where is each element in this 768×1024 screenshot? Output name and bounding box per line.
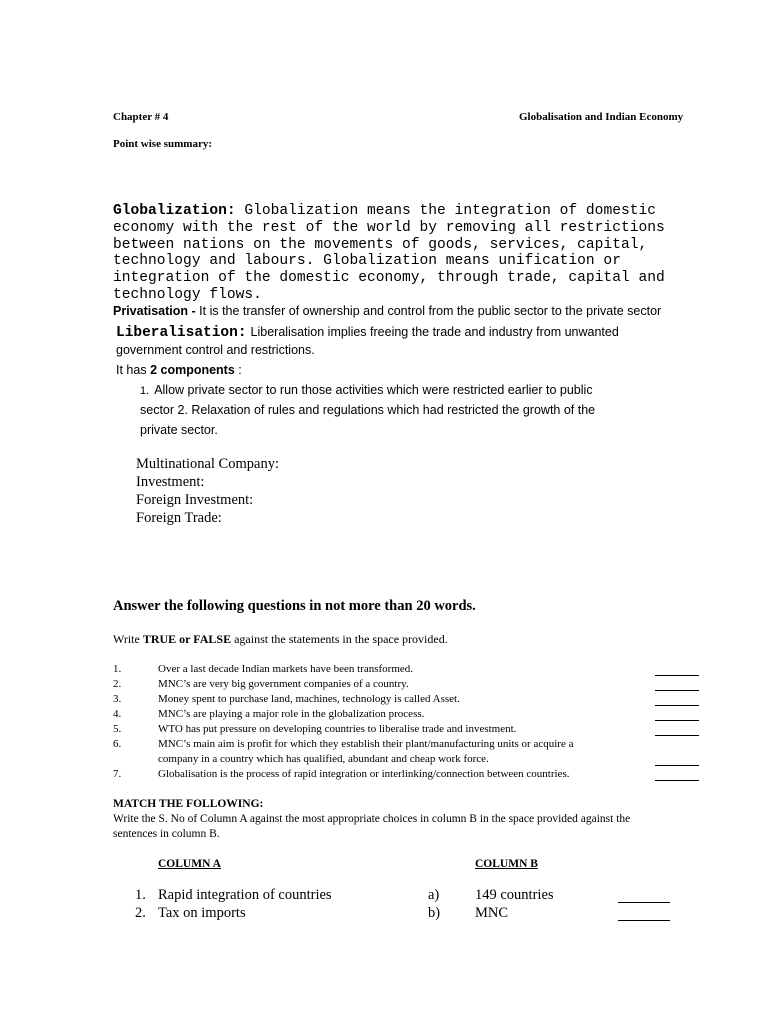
answer-blank[interactable] xyxy=(655,765,699,766)
term-item: Foreign Investment: xyxy=(136,492,254,508)
column-b-letter: a) xyxy=(428,887,440,903)
item-text: Money spent to purchase land, machines, technology is called Asset. xyxy=(158,693,460,705)
list-item xyxy=(113,678,703,693)
globalization-definition: Globalization means the integration of domestic economy with the rest of the world by removing all restrictions between nations on the movements of goods, services, capital, technology and labours. Globalization means unification or integration of the domestic economy, through trade, capital and technology flows. xyxy=(113,203,665,303)
item-number: 3. xyxy=(113,693,122,705)
privatisation-paragraph xyxy=(113,304,661,318)
questions-heading: Answer the following questions in not more than 20 words. xyxy=(113,598,476,614)
components-count: 2 components xyxy=(150,363,235,377)
chapter-title: Globalisation and Indian Economy xyxy=(519,111,684,123)
component-line-1 xyxy=(140,383,593,397)
globalization-term: Globalization: xyxy=(113,203,236,219)
answer-blank[interactable] xyxy=(655,705,699,706)
item-number: 6. xyxy=(113,738,122,750)
match-instruction-line2: sentences in column B. xyxy=(113,828,220,840)
list-item xyxy=(113,738,703,768)
term-item: Foreign Trade: xyxy=(136,510,222,526)
item-text: MNC’s are very big government companies of a country. xyxy=(158,678,409,690)
tf-prefix: Write xyxy=(113,632,140,646)
component-line-2: sector 2. Relaxation of rules and regulations which had restricted the growth of the xyxy=(140,403,596,417)
list-item xyxy=(113,708,703,723)
term-item: Investment: xyxy=(136,474,205,490)
globalization-paragraph xyxy=(113,203,698,304)
answer-blank[interactable] xyxy=(655,690,699,691)
list-item xyxy=(113,768,703,783)
answer-blank[interactable] xyxy=(655,735,699,736)
component-text-1: Allow private sector to run those activities which were restricted earlier to public xyxy=(154,383,593,397)
item-text-continued: company in a country which has qualified, abundant and cheap work force. xyxy=(158,753,489,765)
answer-blank[interactable] xyxy=(655,780,699,781)
privatisation-definition: It is the transfer of ownership and control from the public sector to the private sector xyxy=(199,304,662,318)
tf-suffix: against the statements in the space provided. xyxy=(234,632,448,646)
item-text: MNC’s main aim is profit for which they establish their plant/manufacturing units or acquire a xyxy=(158,738,574,750)
item-text: MNC’s are playing a major role in the globalization process. xyxy=(158,708,425,720)
item-text: Globalisation is the process of rapid integration or interlinking/connection between countries. xyxy=(158,768,570,780)
privatisation-term: Privatisation - xyxy=(113,304,196,318)
column-b-header: COLUMN B xyxy=(475,858,538,870)
liberalisation-definition-line1: Liberalisation implies freeing the trade and industry from unwanted xyxy=(250,325,619,339)
column-b-text: MNC xyxy=(475,905,509,921)
row-number: 2. xyxy=(135,905,146,921)
term-item: Multinational Company: xyxy=(136,456,279,472)
components-intro xyxy=(116,363,242,377)
item-number: 1. xyxy=(113,663,122,675)
liberalisation-definition-line2: government control and restrictions. xyxy=(116,343,315,357)
column-b-letter: b) xyxy=(428,905,441,921)
components-prefix: It has xyxy=(116,363,147,377)
component-number: 1. xyxy=(140,385,150,397)
true-false-list xyxy=(113,663,703,783)
column-a-header: COLUMN A xyxy=(158,858,221,870)
item-text: Over a last decade Indian markets have been transformed. xyxy=(158,663,414,675)
list-item xyxy=(113,693,703,708)
item-number: 7. xyxy=(113,768,122,780)
answer-blank[interactable] xyxy=(618,920,670,921)
row-number: 1. xyxy=(135,887,146,903)
answer-blank[interactable] xyxy=(618,902,670,903)
column-a-text: Rapid integration of countries xyxy=(158,887,332,903)
list-item xyxy=(113,723,703,738)
item-text: WTO has put pressure on developing countries to liberalise trade and investment. xyxy=(158,723,517,735)
liberalisation-term: Liberalisation: xyxy=(116,325,247,341)
tf-bold: TRUE or FALSE xyxy=(142,632,232,646)
table-row xyxy=(113,905,693,923)
liberalisation-paragraph xyxy=(116,323,619,341)
column-b-text: 149 countries xyxy=(475,887,554,903)
answer-blank[interactable] xyxy=(655,675,699,676)
match-table xyxy=(113,887,693,923)
component-line-3: private sector. xyxy=(140,423,218,437)
item-number: 2. xyxy=(113,678,122,690)
match-heading: MATCH THE FOLLOWING: xyxy=(113,798,264,810)
column-a-text: Tax on imports xyxy=(158,905,246,921)
true-false-instruction xyxy=(113,632,448,647)
components-suffix: : xyxy=(238,363,242,377)
match-instruction-line1: Write the S. No of Column A against the most appropriate choices in column B in the space provided against the xyxy=(113,813,631,825)
answer-blank[interactable] xyxy=(655,720,699,721)
terms-list xyxy=(136,455,279,527)
item-number: 4. xyxy=(113,708,122,720)
list-item xyxy=(113,663,703,678)
summary-label: Point wise summary: xyxy=(113,138,212,150)
item-number: 5. xyxy=(113,723,122,735)
table-row xyxy=(113,887,693,905)
chapter-number: Chapter # 4 xyxy=(113,111,169,123)
